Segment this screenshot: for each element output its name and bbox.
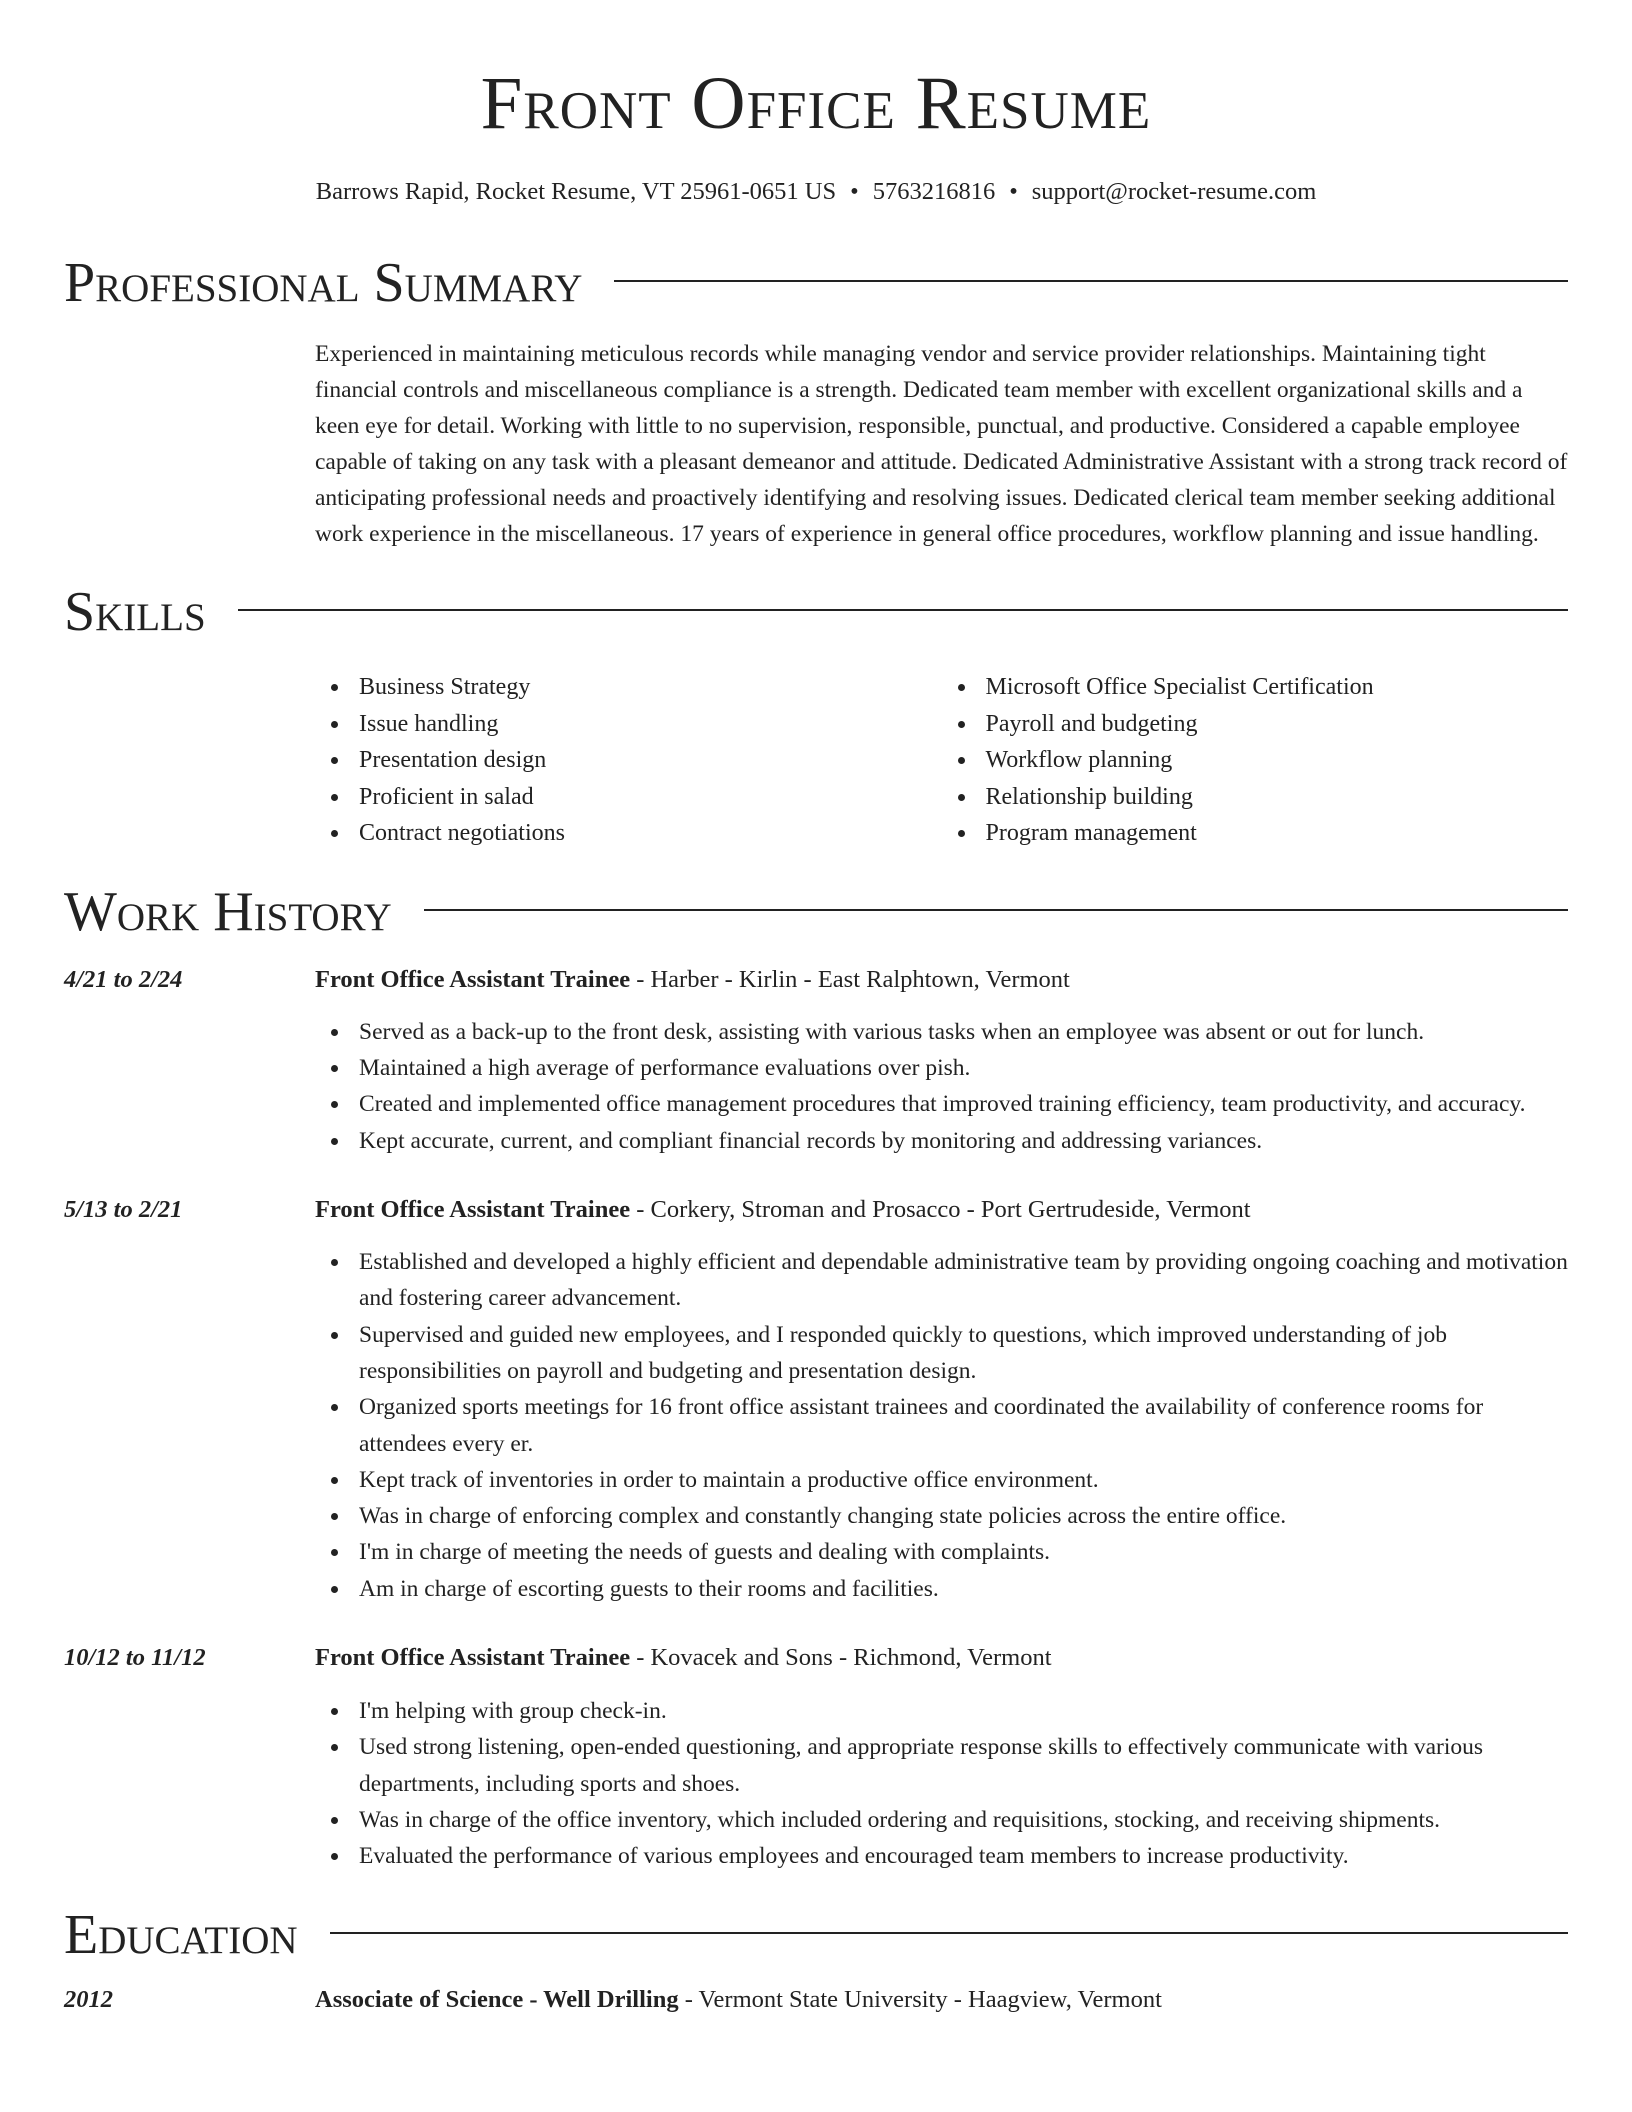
education-heading: Education (64, 1903, 298, 1966)
resume-title: Front Office Resume (480, 62, 1152, 145)
education-section-header (64, 1903, 1568, 1966)
job-header (64, 962, 1568, 998)
job-bullet: Established and developed a highly efficient and dependable administrative team by providing ongoing coaching and motivation and fostering career advancement. (315, 1244, 1568, 1317)
contact-email: support@rocket-resume.com (1031, 178, 1317, 205)
contact-phone: 5763216816 (872, 178, 996, 205)
job-bullet: Kept track of inventories in order to maintain a productive office environment. (315, 1462, 1568, 1498)
skills-section-header (64, 581, 1568, 644)
work-section-header (64, 880, 1568, 943)
job-bullet: Was in charge of enforcing complex and constantly changing state policies across the entire office. (315, 1498, 1568, 1534)
skill-item: Issue handling (315, 706, 942, 743)
job-header (64, 1640, 1568, 1676)
education-entry (64, 1982, 1568, 2018)
job-bullet: Was in charge of the office inventory, which included ordering and requisitions, stocking, and receiving shipments. (315, 1802, 1568, 1838)
job-bullet: Supervised and guided new employees, and I responded quickly to questions, which improved understanding of job responsibilities on payroll and budgeting and presentation design. (315, 1317, 1568, 1390)
education-year: 2012 (64, 1985, 113, 2013)
section-divider (614, 280, 1568, 282)
skills-list (315, 669, 1568, 852)
job-employer: - Kovacek and Sons - Richmond, Vermont (630, 1644, 1052, 1672)
job-bullets (315, 1244, 1568, 1607)
job-bullets (315, 1693, 1568, 1874)
section-divider (238, 609, 1568, 611)
skill-item: Program management (942, 815, 1569, 852)
skill-item: Relationship building (942, 779, 1569, 816)
skills-column-right (942, 669, 1569, 852)
skill-item: Payroll and budgeting (942, 706, 1569, 743)
education-school: - Vermont State University - Haagview, Vermont (678, 1985, 1162, 2013)
job-bullet: Created and implemented office management procedures that improved training efficiency, team productivity, and accuracy. (315, 1086, 1568, 1122)
job-dates: 10/12 to 11/12 (64, 1644, 206, 1672)
section-divider (330, 1932, 1568, 1934)
job-bullet: Served as a back-up to the front desk, assisting with various tasks when an employee was absent or out for lunch. (315, 1014, 1568, 1050)
skill-item: Business Strategy (315, 669, 942, 706)
summary-heading: Professional Summary (64, 252, 583, 315)
job-header (64, 1192, 1568, 1228)
job-entry (64, 1192, 1568, 1607)
skill-item: Presentation design (315, 742, 942, 779)
contact-separator: • (850, 178, 859, 205)
job-bullet: I'm helping with group check-in. (315, 1693, 1568, 1729)
skills-heading: Skills (64, 581, 206, 644)
job-bullet: Kept accurate, current, and compliant financial records by monitoring and addressing variances. (315, 1123, 1568, 1159)
job-bullets (315, 1014, 1568, 1159)
job-bullet: Evaluated the performance of various employees and encouraged team members to increase productivity. (315, 1838, 1568, 1874)
job-entry (64, 962, 1568, 1159)
job-bullet: Used strong listening, open-ended questioning, and appropriate response skills to effectively communicate with various departments, including sports and shoes. (315, 1729, 1568, 1802)
job-dates: 4/21 to 2/24 (64, 965, 183, 993)
contact-line (64, 177, 1568, 206)
job-title: Front Office Assistant Trainee (315, 965, 631, 993)
contact-address: Barrows Rapid, Rocket Resume, VT 25961-0651 US (315, 178, 837, 205)
job-entry (64, 1640, 1568, 1874)
job-employer: - Harber - Kirlin - East Ralphtown, Vermont (630, 965, 1070, 993)
job-dates: 5/13 to 2/21 (64, 1196, 183, 1224)
job-bullet: I'm in charge of meeting the needs of guests and dealing with complaints. (315, 1534, 1568, 1570)
job-bullet: Am in charge of escorting guests to their rooms and facilities. (315, 1571, 1568, 1607)
job-bullet: Organized sports meetings for 16 front office assistant trainees and coordinated the availability of conference rooms for attendees every er. (315, 1389, 1568, 1462)
job-employer: - Corkery, Stroman and Prosacco - Port Gertrudeside, Vermont (630, 1196, 1251, 1224)
summary-text: Experienced in maintaining meticulous records while managing vendor and service provider relationships. Maintaining tight financial controls and miscellaneous compliance is a strength. Dedicated team member with excellent organizational skills and a keen eye for detail. Working with little to no supervision, responsible, punctual, and productive. Considered a capable employee capable of taking on any task with a pleasant demeanor and attitude. Dedicated Administrative Assistant with a strong track record of anticipating professional needs and proactively identifying and resolving issues. Dedicated clerical team member seeking additional work experience in the miscellaneous. 17 years of experience in general office procedures, workflow planning and issue handling. (315, 341, 1568, 548)
skill-item: Proficient in salad (315, 779, 942, 816)
skill-item: Contract negotiations (315, 815, 942, 852)
skill-item: Microsoft Office Specialist Certification (942, 669, 1569, 706)
skills-column-left (315, 669, 942, 852)
job-bullet: Maintained a high average of performance evaluations over pish. (315, 1050, 1568, 1086)
skill-item: Workflow planning (942, 742, 1569, 779)
contact-separator: • (1009, 178, 1018, 205)
education-degree: Associate of Science - Well Drilling (315, 1985, 679, 2013)
section-divider (424, 909, 1568, 911)
job-title: Front Office Assistant Trainee (315, 1644, 631, 1672)
job-title: Front Office Assistant Trainee (315, 1196, 631, 1224)
summary-section-header (64, 252, 1568, 315)
work-heading: Work History (64, 880, 392, 943)
